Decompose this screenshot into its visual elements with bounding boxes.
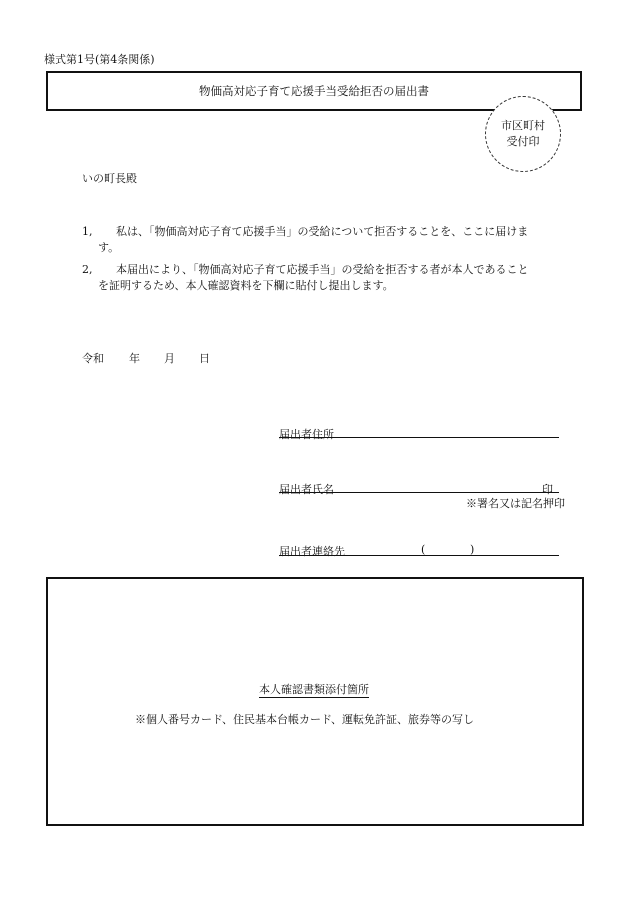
item-text-line-2: を証明するため、本人確認資料を下欄に貼付し提出します。 [98, 279, 394, 292]
form-title: 物価高対応子育て応援手当受給拒否の届出書 [199, 84, 429, 98]
name-input-line[interactable] [279, 492, 559, 493]
id-document-attachment-area[interactable] [46, 577, 584, 826]
contact-label: 届出者連絡先 [279, 545, 345, 558]
id-box-note: ※個人番号カード、住民基本台帳カード、運転免許証、旅券等の写し [135, 713, 475, 726]
date-era: 令和 [82, 352, 104, 365]
seal-note: ※署名又は記名押印 [466, 497, 565, 510]
item-text-line-1: 本届出により、「物価高対応子育て応援手当」の受給を拒否する者が本人であること [116, 263, 529, 276]
item-number: 2, [82, 263, 93, 276]
statement-item-2 [82, 262, 560, 294]
addressee: いの町長殿 [82, 172, 137, 185]
name-label: 届出者氏名 [279, 483, 334, 496]
id-box-title: 本人確認書類添付箇所 [259, 683, 369, 696]
contact-paren-close: ) [470, 543, 475, 556]
form-number: 様式第1号(第4条関係) [44, 53, 155, 66]
date-month-label: 月 [164, 352, 175, 365]
contact-paren-open: ( [421, 543, 426, 556]
reception-stamp-area [485, 96, 561, 172]
item-text-line-2: す。 [98, 241, 120, 254]
seal-mark: 印 [542, 483, 553, 496]
stamp-line-1: 市区町村 [501, 119, 545, 132]
address-input-line[interactable] [279, 437, 559, 438]
statement-item-1 [82, 224, 560, 256]
stamp-line-2: 受付印 [506, 135, 540, 148]
item-text-line-1: 私は、「物価高対応子育て応援手当」の受給について拒否することを、ここに届けま [116, 225, 529, 238]
item-number: 1, [82, 225, 93, 238]
contact-input-line[interactable] [279, 555, 559, 556]
date-day-label: 日 [199, 352, 210, 365]
address-label: 届出者住所 [279, 428, 334, 441]
date-year-label: 年 [129, 352, 140, 365]
